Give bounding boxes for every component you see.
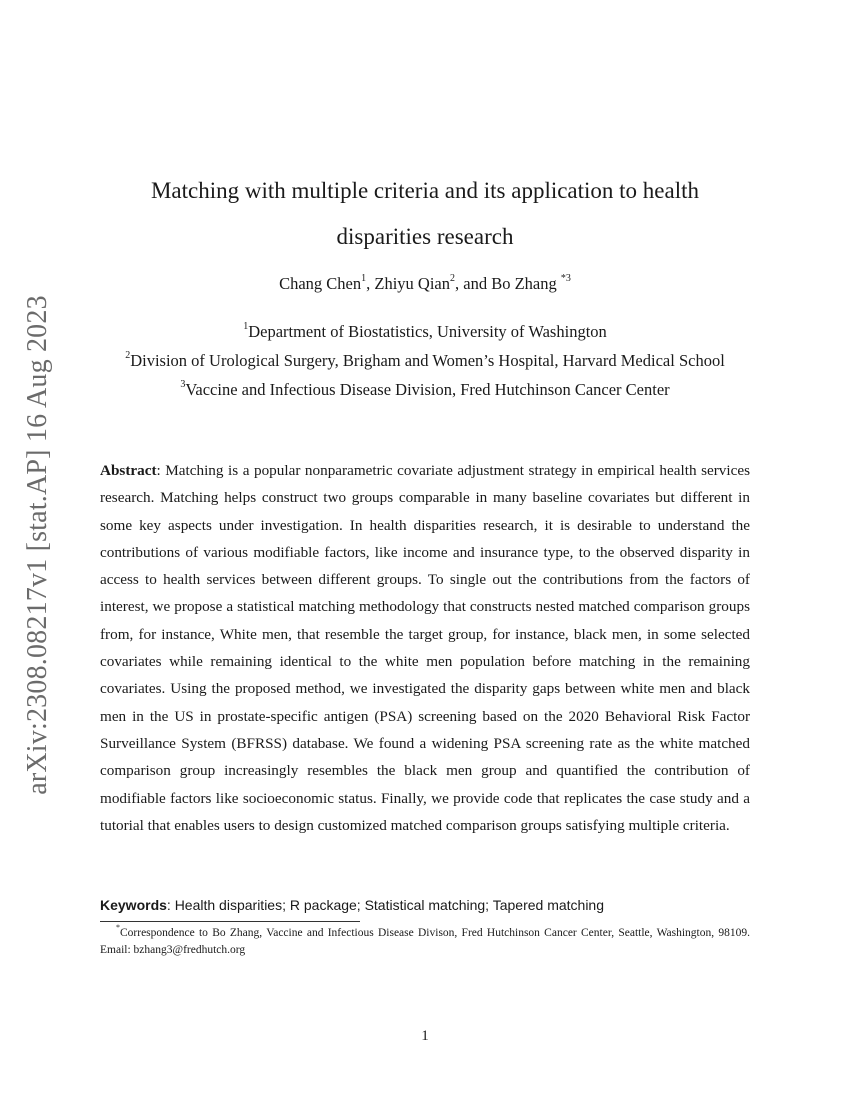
affiliation-text: Department of Biostatistics, University of Washington xyxy=(248,322,607,341)
affiliation-line xyxy=(100,375,750,404)
affiliation-list xyxy=(100,317,750,404)
author-name: Bo Zhang xyxy=(491,274,561,293)
affiliation-text: Division of Urological Surgery, Brigham and Women’s Hospital, Harvard Medical School xyxy=(130,351,725,370)
affiliation-line xyxy=(100,317,750,346)
paper-title-line-2: disparities research xyxy=(336,224,514,249)
affiliation-text: Vaccine and Infectious Disease Division, Fred Hutchinson Cancer Center xyxy=(185,380,670,399)
paper-title xyxy=(100,168,750,260)
author-name: Zhiyu Qian xyxy=(374,274,451,293)
affiliation-mark: 2 xyxy=(125,349,131,361)
keywords-label: Keywords xyxy=(100,897,167,913)
affiliation-mark: 1 xyxy=(243,320,249,332)
abstract-label: Abstract xyxy=(100,462,157,479)
keywords-text: : Health disparities; R package; Statistical matching; Tapered matching xyxy=(166,897,604,913)
affiliation-line xyxy=(100,346,750,375)
abstract-paragraph xyxy=(100,457,750,839)
footnote-mark: * xyxy=(116,922,120,932)
paper-title-line-1: Matching with multiple criteria and its application to health xyxy=(150,178,700,203)
page-number: 1 xyxy=(421,1028,429,1044)
correspondence-footnote xyxy=(100,922,750,959)
author-separator: , and xyxy=(455,274,492,293)
author-list xyxy=(100,273,750,295)
arxiv-identifier-text: arXiv:2308.08217v1 [stat.AP] 16 Aug 2023 xyxy=(22,295,53,795)
abstract-text: : Matching is a popular nonparametric covariate adjustment strategy in empirical health services research. Matching helps construct two groups comparable in many baseline covariates but different in some key aspects under investigation. In health disparities research, it is desirable to understand the contributions of various modifiable factors, like income and insurance type, to the observed disparity in access to health services between different groups. To single out the contributions from the factors of interest, we propose a statistical matching methodology that constructs nested matched comparison groups from, for instance, White men, that resemble the target group, for instance, black men, in some selected covariates while remaining identical to the white men population before matching in the remaining covariates. Using the proposed method, we investigated the disparity gaps between white men and black men in the US in prostate-specific antigen (PSA) screening based on the 2020 Behavioral Risk Factor Surveillance System (BFRSS) database. We found a widening PSA screening rate as the white matched comparison group increasingly resembles the black men group and quantified the contribution of modifiable factors like socioeconomic status. Finally, we provide code that replicates the case study and a tutorial that enables users to design customized matched comparison groups satisfying multiple criteria. xyxy=(100,462,750,834)
footnote-text: Correspondence to Bo Zhang, Vaccine and Infectious Disease Divison, Fred Hutchinson Cancer Center, Seattle, Washington, 98109. Email: bzhang3@fredhutch.org xyxy=(100,927,750,956)
arxiv-identifier-stamp xyxy=(18,290,58,800)
author-affiliation-mark: 1 xyxy=(361,272,367,284)
author-name: Chang Chen xyxy=(279,274,362,293)
author-affiliation-mark: 2 xyxy=(450,272,456,284)
footnote-divider xyxy=(100,921,360,922)
author-affiliation-mark: *3 xyxy=(560,272,571,284)
author-separator: , xyxy=(366,274,375,293)
keywords-line xyxy=(100,895,750,915)
affiliation-mark: 3 xyxy=(180,378,186,390)
